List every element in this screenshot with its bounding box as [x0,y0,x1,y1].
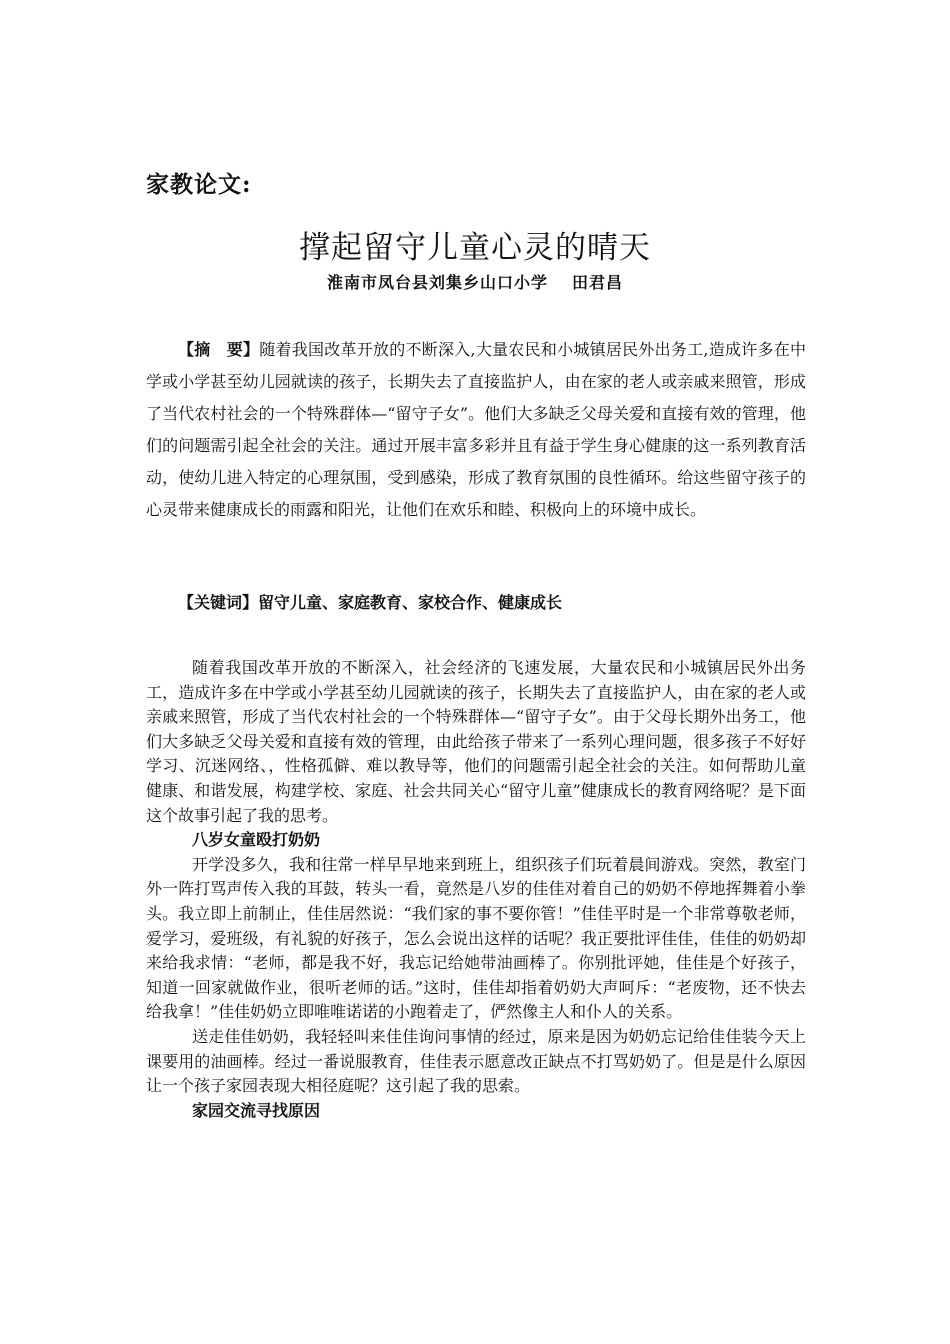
abstract-text: 随着我国改革开放的不断深入,大量农民和小城镇居民外出务工,造成许多在中学或小学甚至幼儿园就读的孩子，长期失去了直接监护人，由在家的老人或亲戚来照管，形成了当代农村社会的一个特殊群体—“留守子女”。他们大多缺乏父母关爱和直接有效的管理，他们的问题需引起全社会的关注。通过开展丰富多彩并且有益于学生身心健康的这一系列教育活动，使幼儿进入特定的心理氛围，受到感染，形成了教育氛围的良性循环。给这些留守孩子的心灵带来健康成长的雨露和阳光，让他们在欢乐和睦、积极向上的环境中成长。 [146,340,806,519]
intro-paragraph: 随着我国改革开放的不断深入，社会经济的飞速发展，大量农民和小城镇居民外出务工，造成许多在中学或小学甚至幼儿园就读的孩子，长期失去了直接监护人，由在家的老人或亲戚来照管，形成了当代农村社会的一个特殊群体—“留守子女”。由于父母长期外出务工，他们大多缺乏父母关爱和直接有效的管理，由此给孩子带来了一系列心理问题，很多孩子不好好学习、沉迷网络、，性格孤僻、难以教导等，他们的问题需引起全社会的关注。如何帮助儿童健康、和谐发展，构建学校、家庭、社会共同关心“留守儿童”健康成长的教育网络呢？是下面这个故事引起了我的思考。 [146,658,806,825]
author-line [0,270,950,293]
author-organization: 淮南市凤台县刘集乡山口小学 [326,273,548,292]
abstract-paragraph [146,334,806,526]
section1-paragraph-2: 送走佳佳奶奶，我轻轻叫来佳佳询问事情的经过，原来是因为奶奶忘记给佳佳装今天上课要用的油画棒。经过一番说服教育，佳佳表示愿意改正缺点不打骂奶奶了。但是是什么原因让一个孩子家园表现大相径庭呢？这引起了我的思索。 [146,1026,806,1096]
section-heading-2: 家园交流寻找原因 [192,1100,321,1120]
document-label: 家教论文: [146,171,252,198]
abstract-heading: 【摘 要】 [178,340,260,359]
document-title: 撑起留守儿童心灵的晴天 [299,230,651,266]
author-name: 田君昌 [572,273,624,292]
body-text [146,656,806,1123]
section-heading-1: 八岁女童殴打奶奶 [192,830,321,850]
section1-paragraph-1: 开学没多久，我和往常一样早早地来到班上，组织孩子们玩着晨间游戏。突然，教室门外一阵打骂声传入我的耳鼓，转头一看，竟然是八岁的佳佳对着自己的奶奶不停地挥舞着小拳头。我立即上前制止，佳佳居然说：“我们家的事不要你管！”佳佳平时是一个非常尊敬老师，爱学习，爱班级，有礼貌的好孩子，怎么会说出这样的话呢？我正要批评佳佳，佳佳的奶奶却来给我求情：“老师，都是我不好，我忘记给她带油画棒了。你别批评她，佳佳是个好孩子，知道一回家就做作业，很听老师的话。”这时，佳佳却指着奶奶大声呵斥：“老废物，还不快去给我拿！”佳佳奶奶立即唯唯诺诺的小跑着走了，俨然像主人和仆人的关系。 [146,854,806,1022]
keywords-line: 【关键词】留守儿童、家庭教育、家校合作、健康成长 [178,593,563,612]
